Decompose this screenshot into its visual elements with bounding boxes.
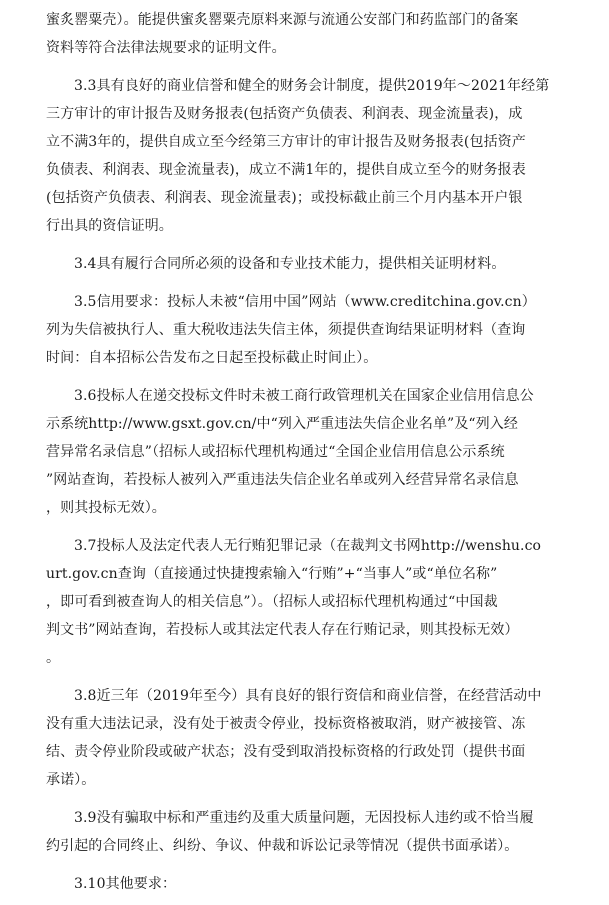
- paragraph-3-8: [46, 682, 577, 794]
- text-line: 示系统http://www.gsxt.gov.cn/中“列入严重违法失信企业名单”及“列入经: [46, 416, 518, 432]
- paragraph-3-5: [46, 288, 577, 372]
- text-line: 约引起的合同终止、纠纷、争议、仲裁和诉讼记录等情况（提供书面承诺）。: [46, 838, 519, 854]
- text-line: 3.8近三年（2019年至今）具有良好的银行资信和商业信誉，在经营活动中: [74, 688, 542, 704]
- text-line: ”网站查询，若投标人被列入严重违法失信企业名单或列入经营异常名录信息: [46, 472, 519, 488]
- text-line: 3.4具有履行合同所必须的设备和专业技术能力，提供相关证明材料。: [74, 256, 506, 272]
- text-line: 时间：自本招标公告发布之日起至投标截止时间止）。: [46, 350, 378, 366]
- paragraph-3-7: [46, 532, 577, 672]
- text-line: 三方审计的审计报告及财务报表(包括资产负债表、利润表、现金流量表)，成: [46, 106, 523, 122]
- text-line: 判文书”网站查询，若投标人或其法定代表人存在行贿记录，则其投标无效）: [46, 622, 519, 638]
- paragraph-3-6: [46, 382, 577, 522]
- text-line: 列为失信被执行人、重大税收违法失信主体，须提供查询结果证明材料（查询: [46, 322, 526, 338]
- paragraph-3-9: [46, 804, 577, 860]
- text-line: 承诺）。: [46, 772, 96, 788]
- text-line: 负债表、利润表、现金流量表)，成立不满1年的，提供自成立至今的财务报表: [46, 162, 526, 178]
- text-line: urt.gov.cn查询（直接通过快捷搜索输入“行贿”+“当事人”或“单位名称”: [46, 566, 498, 582]
- paragraph-3-10: [46, 870, 577, 898]
- text-line: 3.10其他要求：: [74, 876, 177, 892]
- text-line: 3.6投标人在递交投标文件时未被工商行政管理机关在国家企业信用信息公: [74, 388, 534, 404]
- text-line: 3.5信用要求：投标人未被“信用中国”网站（www.creditchina.gov.cn）: [74, 294, 536, 310]
- text-line: 资料等符合法律法规要求的证明文件。: [46, 40, 286, 56]
- text-line: 结、责令停业阶段或破产状态；没有受到取消投标资格的行政处罚（提供书面: [46, 744, 526, 760]
- text-line: 营异常名录信息”（招标人或招标代理机构通过“全国企业信用信息公示系统: [46, 444, 505, 460]
- text-line: 没有重大违法记录，没有处于被责令停业，投标资格被取消，财产被接管、冻: [46, 716, 526, 732]
- text-line: 3.9没有骗取中标和严重违约及重大质量问题，无因投标人违约或不恰当履: [74, 810, 534, 826]
- text-line: 行出具的资信证明。: [46, 218, 173, 234]
- text-line: (包括资产负债表、利润表、现金流量表)；或投标截止前三个月内基本开户银: [46, 190, 523, 206]
- text-line: 3.7投标人及法定代表人无行贿犯罪记录（在裁判文书网http://wenshu.co: [74, 538, 542, 554]
- paragraph-intro: [46, 6, 577, 62]
- paragraph-3-4: [46, 250, 577, 278]
- text-line: 3.3具有良好的商业信誉和健全的财务会计制度，提供2019年～2021年经第: [74, 78, 550, 94]
- text-line: ，即可看到被查询人的相关信息”）。（招标人或招标代理机构通过“中国裁: [46, 594, 498, 610]
- paragraph-3-3: [46, 72, 577, 240]
- text-line: 。: [46, 650, 61, 666]
- text-line: ，则其投标无效）。: [46, 500, 166, 516]
- text-line: 立不满3年的，提供自成立至今经第三方审计的审计报告及财务报表(包括资产: [46, 134, 526, 150]
- text-line: 蜜炙罂粟壳）。能提供蜜炙罂粟壳原料来源与流通公安部门和药监部门的备案: [46, 12, 519, 28]
